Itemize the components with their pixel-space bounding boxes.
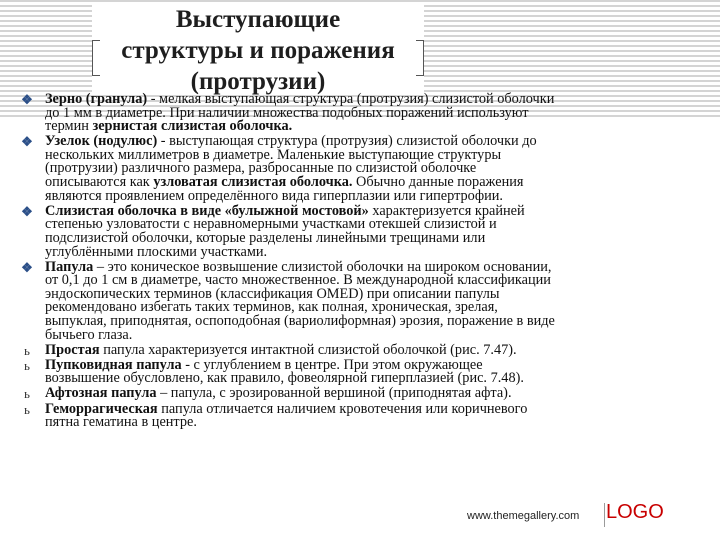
text-run: возвышение обусловлено, как правило, фовеолярной гиперплазией (рис. 7.48). bbox=[45, 370, 524, 387]
text-run: степенью узловатости с неравномерными участками отекшей слизистой и bbox=[45, 216, 497, 233]
text-line bbox=[45, 372, 700, 386]
bold-term: Слизистая оболочка в виде «булыжной мостовой» bbox=[45, 202, 369, 219]
checkmark-bullet-icon: ❖ bbox=[21, 203, 33, 219]
text-run: рекомендовано избегать таких терминов, как полная, хроническая, зрелая, bbox=[45, 299, 498, 316]
text-run: нескольких миллиметров в диаметре. Маленькие выступающие структуры bbox=[45, 146, 502, 163]
bold-term: Зерно (гранула) bbox=[45, 91, 148, 107]
text-line bbox=[45, 341, 700, 358]
bullet-item bbox=[20, 356, 700, 387]
bullet-list bbox=[20, 93, 700, 431]
bullet-item bbox=[20, 258, 700, 343]
text-run: пятна гематина в центре. bbox=[45, 414, 197, 431]
slide-title bbox=[96, 4, 420, 97]
text-line bbox=[45, 187, 700, 204]
title-line-2: структуры и поражения bbox=[121, 37, 395, 64]
bold-term: Папула bbox=[45, 258, 94, 275]
bold-term: Простая bbox=[45, 341, 100, 358]
text-run: подслизистой оболочки, которые разделены линейными трещинами или bbox=[45, 229, 486, 246]
logo-divider bbox=[604, 503, 605, 527]
text-run: бычьего глаза. bbox=[45, 326, 133, 343]
text-run: термин bbox=[45, 118, 93, 135]
text-run: (протрузии) различного размера, разбросанные по слизистой оболочке bbox=[45, 160, 477, 177]
checkmark-bullet-icon: ❖ bbox=[21, 259, 33, 275]
footer-url: www.themegallery.com bbox=[467, 510, 580, 522]
text-run: - выступающая структура (протрузия) слизистой оболочки до bbox=[157, 133, 537, 150]
title-line-1: Выступающие bbox=[175, 6, 341, 33]
text-run: эндоскопических терминов (классификация OMED) при описании папулы bbox=[45, 285, 500, 302]
sub-bullet-icon: ь bbox=[24, 386, 30, 402]
text-run: – папула, с эрозированной вершиной (приподнятая афта). bbox=[156, 385, 512, 402]
logo: LOGO bbox=[606, 501, 664, 523]
text-run: Обычно данные поражения bbox=[352, 174, 524, 191]
text-line bbox=[45, 120, 700, 134]
text-line bbox=[45, 243, 700, 260]
text-run: от 0,1 до 1 см в диаметре, часто множественное. В международной классификации bbox=[45, 272, 551, 289]
sub-bullet-icon: ь bbox=[24, 357, 30, 373]
bold-term: Афтозная папула bbox=[45, 385, 157, 402]
bullet-item bbox=[20, 93, 700, 134]
text-run: характеризуется крайней bbox=[368, 202, 525, 219]
bold-term: узловатая слизистая оболочка. bbox=[153, 174, 353, 191]
text-run: выпуклая, приподнятая, оспоподобная (вариолиформная) эрозия, поражение в виде bbox=[45, 313, 555, 329]
bold-term: Геморрагическая bbox=[45, 400, 158, 417]
text-line bbox=[45, 416, 700, 430]
text-line bbox=[45, 387, 700, 401]
text-run: описываются как bbox=[45, 174, 154, 191]
bold-term: зернистая слизистая оболочка. bbox=[92, 118, 293, 135]
checkmark-bullet-icon: ❖ bbox=[21, 92, 33, 107]
bold-term: Узелок (нодулюс) bbox=[45, 133, 158, 150]
text-run: – это коническое возвышение слизистой оболочки на широком основании, bbox=[93, 258, 552, 275]
bullet-item bbox=[20, 202, 700, 260]
text-run: углублёнными плоскими участками. bbox=[45, 243, 268, 260]
text-line bbox=[45, 315, 700, 329]
text-line bbox=[45, 326, 700, 343]
bold-term: Пупковидная папула bbox=[45, 356, 182, 373]
text-run: папула характеризуется интактной слизистой оболочкой (рис. 7.47). bbox=[99, 341, 517, 358]
bullet-item bbox=[20, 135, 700, 203]
bullet-item bbox=[20, 387, 700, 401]
sub-bullet-icon: ь bbox=[24, 401, 30, 417]
text-run: папула отличается наличием кровотечения или коричневого bbox=[157, 400, 528, 417]
text-run: являются проявлением определённого вида гиперплазии или гипертрофии. bbox=[45, 187, 503, 204]
sub-bullet-icon: ь bbox=[24, 342, 30, 358]
text-run: - мелкая выступающая структура (протрузия) слизистой оболочки bbox=[147, 91, 555, 107]
bullet-item bbox=[20, 341, 700, 358]
text-run: до 1 мм в диаметре. При наличии множества подобных поражений используют bbox=[45, 104, 529, 121]
checkmark-bullet-icon: ❖ bbox=[21, 134, 33, 150]
text-run: - с углублением в центре. При этом окружающее bbox=[181, 356, 483, 373]
bullet-item bbox=[20, 400, 700, 431]
title-line-3: (протрузии) bbox=[190, 68, 326, 95]
